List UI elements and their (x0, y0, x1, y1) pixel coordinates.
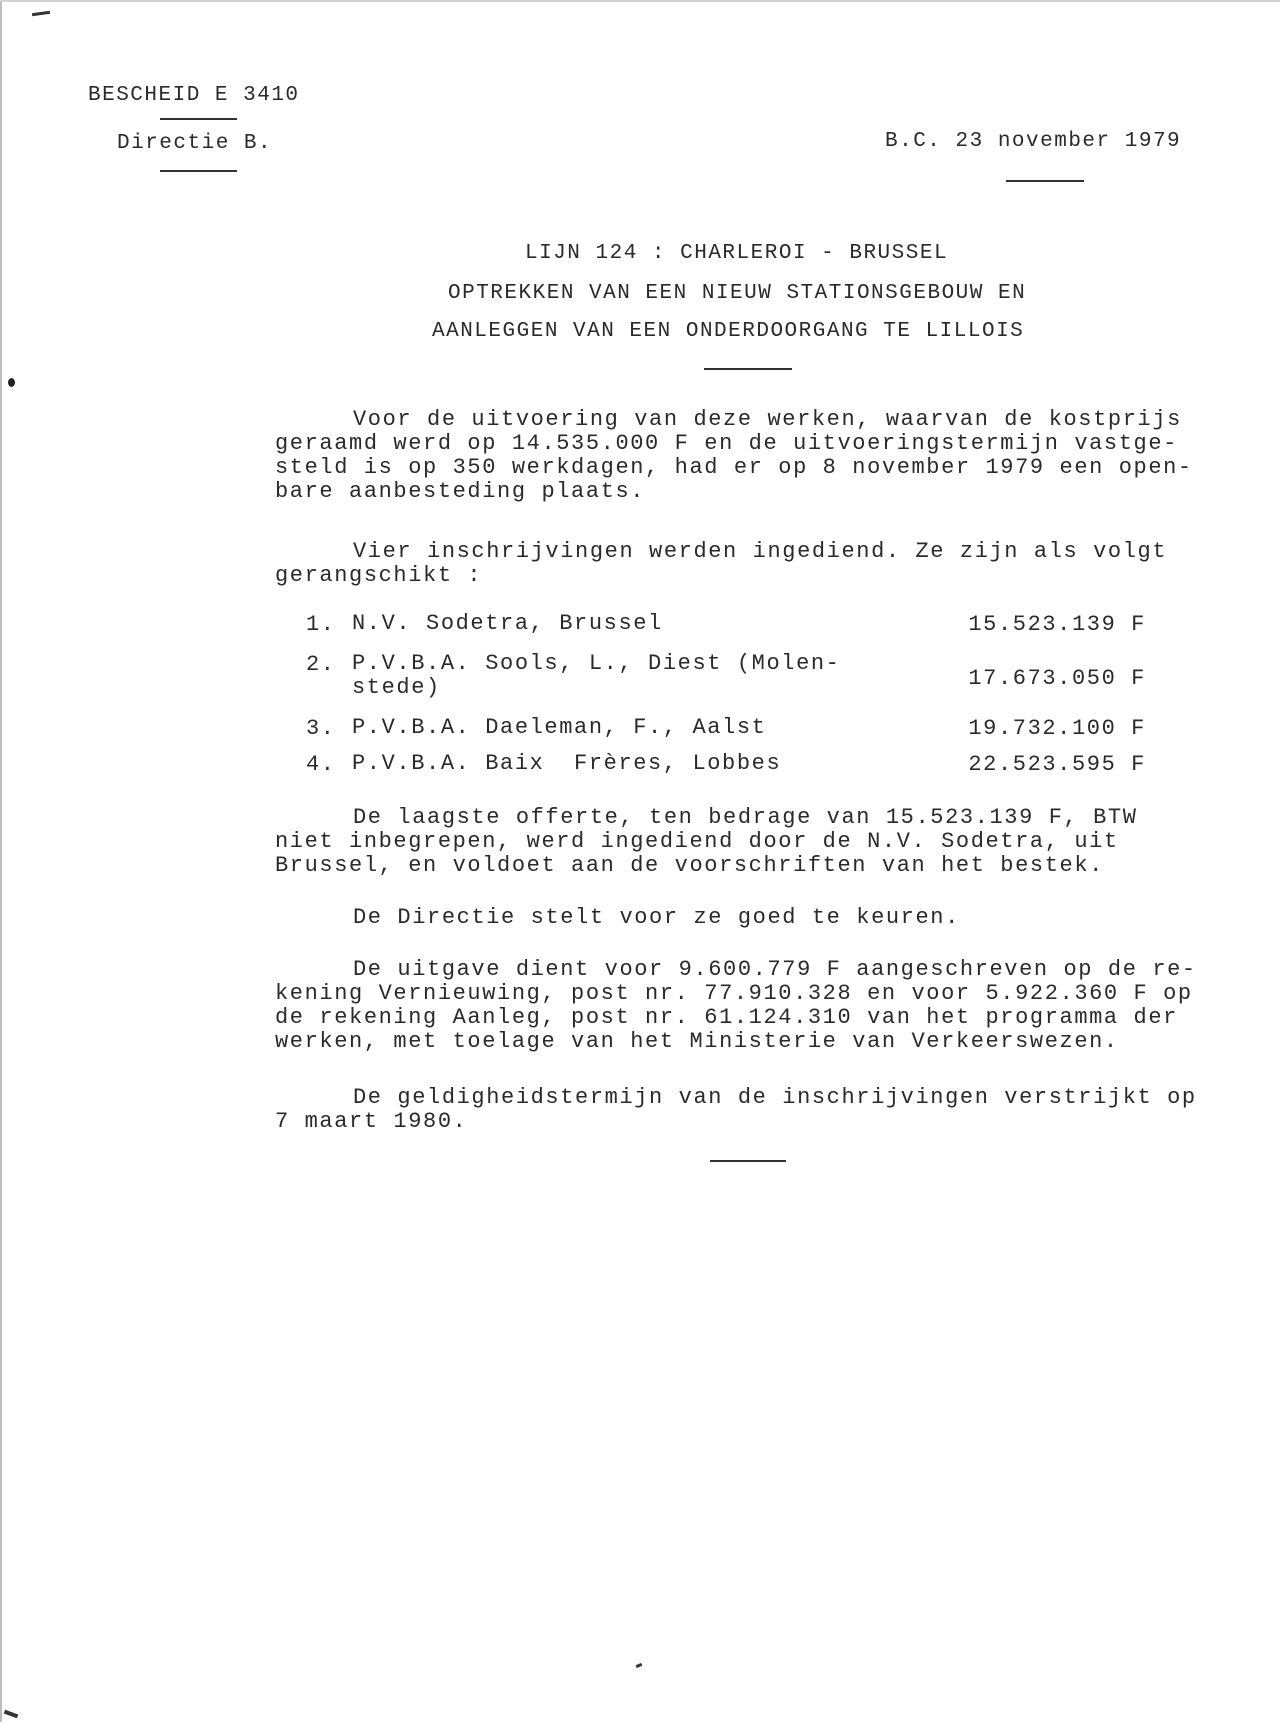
scan-mark-top-left (32, 11, 50, 16)
bidder-row (306, 752, 1146, 780)
paragraph-submissions (275, 540, 1215, 588)
bidder-amount: 17.673.050 F (968, 666, 1146, 691)
bidder-amount: 15.523.139 F (968, 612, 1146, 637)
paragraph-intro (275, 408, 1215, 504)
department-underline (160, 170, 237, 172)
bidder-row (306, 716, 1146, 744)
text-line: bare aanbesteding plaats. (275, 479, 646, 504)
bidder-rank: 3. (306, 716, 336, 741)
text-line: niet inbegrepen, werd ingediend door de N.V. Sodetra, uit (275, 829, 1119, 854)
bidder-row (306, 652, 1146, 704)
title-line-1: LIJN 124 : CHARLEROI - BRUSSEL (525, 242, 949, 265)
bidder-row (306, 612, 1146, 640)
scan-mark-bottom-left (4, 1710, 19, 1719)
text-line: 7 maart 1980. (275, 1109, 468, 1134)
paragraph-lowest-offer (275, 806, 1215, 878)
bidder-amount: 22.523.595 F (968, 752, 1146, 777)
text-line: gerangschikt : (275, 563, 483, 588)
paragraph-proposal (275, 906, 1215, 930)
bidder-name-line-1: P.V.B.A. Sools, L., Diest (Molen- (352, 651, 841, 676)
title-underline (704, 368, 792, 370)
department: Directie B. (117, 132, 273, 155)
bidder-name-line-2: stede) (352, 675, 441, 700)
paragraph-validity (275, 1086, 1215, 1134)
bidder-name (352, 652, 840, 700)
text-line: De geldigheidstermijn van de inschrijvingen verstrijkt op (353, 1085, 1197, 1110)
date-underline (1006, 180, 1084, 182)
text-line: steld is op 350 werkdagen, had er op 8 november 1979 een open- (275, 455, 1193, 480)
closing-rule (710, 1160, 786, 1162)
title-line-3: AANLEGGEN VAN EEN ONDERDOORGANG TE LILLOIS (432, 320, 1025, 343)
bidder-rank: 2. (306, 652, 336, 677)
title-line-2: OPTREKKEN VAN EEN NIEUW STATIONSGEBOUW EN (448, 282, 1027, 305)
text-line: Brussel, en voldoet aan de voorschriften van het bestek. (275, 853, 1104, 878)
reference-underline (160, 118, 237, 120)
text-line: werken, met toelage van het Ministerie van Verkeerswezen. (275, 1029, 1119, 1054)
place-date: B.C. 23 november 1979 (885, 130, 1182, 153)
text-line: Voor de uitvoering van deze werken, waarvan de kostprijs (353, 407, 1182, 432)
reference-number: BESCHEID E 3410 (88, 84, 300, 107)
page-edge-left (0, 0, 2, 1722)
text-line: geraamd werd op 14.535.000 F en de uitvoeringstermijn vastge- (275, 431, 1178, 456)
bidder-rank: 4. (306, 752, 336, 777)
bidder-amount: 19.732.100 F (968, 716, 1146, 741)
text-line: de rekening Aanleg, post nr. 61.124.310 van het programma der (275, 1005, 1178, 1030)
bidder-rank: 1. (306, 612, 336, 637)
scan-mark-dot-left (8, 378, 15, 387)
text-line: De Directie stelt voor ze goed te keuren. (353, 905, 960, 930)
bidder-name: P.V.B.A. Daeleman, F., Aalst (352, 715, 767, 740)
bidder-name: P.V.B.A. Baix Frères, Lobbes (352, 751, 782, 776)
text-line: De laagste offerte, ten bedrage van 15.523.139 F, BTW (353, 805, 1138, 830)
text-line: De uitgave dient voor 9.600.779 F aangeschreven op de re- (353, 957, 1197, 982)
paragraph-expense (275, 958, 1215, 1054)
text-line: Vier inschrijvingen werden ingediend. Ze zijn als volgt (353, 539, 1168, 564)
text-line: kening Vernieuwing, post nr. 77.910.328 en voor 5.922.360 F op (275, 981, 1193, 1006)
scan-mark-bottom-center (636, 1663, 643, 1668)
bidder-name: N.V. Sodetra, Brussel (352, 611, 663, 636)
page-edge-top (0, 0, 1280, 2)
